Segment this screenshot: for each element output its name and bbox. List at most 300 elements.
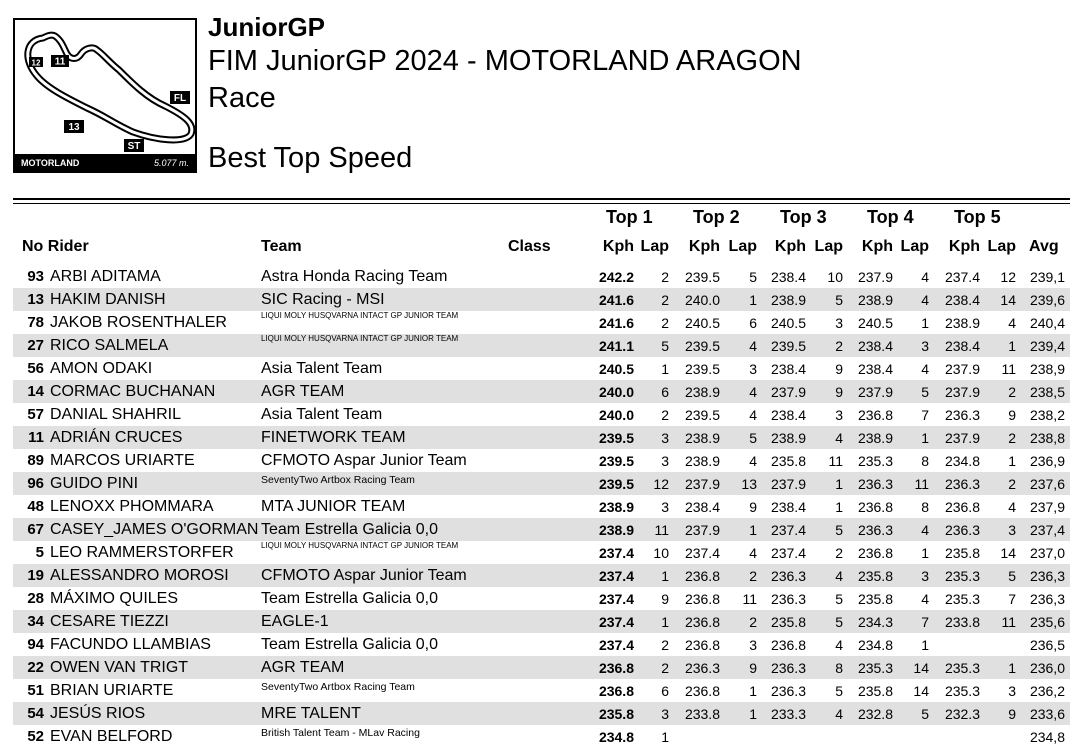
group-header-top1: Top 1 [606, 207, 653, 227]
marker-fl: FL [173, 93, 187, 104]
divider [13, 203, 1070, 204]
table-row [13, 403, 1070, 426]
top2-kph: 237.9 [684, 522, 720, 538]
rider-name: CASEY_JAMES O'GORMAN [50, 521, 259, 538]
table-row [13, 633, 1070, 656]
top2-kph: 237.9 [684, 476, 720, 492]
top5-kph: 238.4 [944, 338, 980, 354]
avg-speed: 238,2 [1029, 407, 1065, 423]
top5-kph: 237.9 [944, 430, 980, 446]
rider-name: ARBI ADITAMA [50, 268, 161, 285]
circuit-name: MOTORLAND [21, 157, 80, 168]
rider-name: ADRIÁN CRUCES [50, 429, 183, 446]
team-name: MRE TALENT [261, 705, 361, 722]
team-name: Asia Talent Team [261, 406, 383, 423]
avg-speed: 236,0 [1029, 660, 1065, 676]
top3-kph: 236.3 [770, 683, 806, 699]
table-row [13, 311, 1070, 334]
top1-lap: 1 [661, 361, 669, 377]
top3-kph: 240.5 [770, 315, 806, 331]
rider-name: DANIAL SHAHRIL [50, 406, 181, 423]
top2-lap: 2 [749, 614, 757, 630]
avg-speed: 237,0 [1029, 545, 1065, 561]
rider-number: 52 [27, 728, 44, 745]
top4-kph: 237.9 [857, 269, 893, 285]
team-name: CFMOTO Aspar Junior Team [261, 567, 467, 584]
avg-speed: 239,4 [1029, 338, 1065, 354]
header-lap: Lap [640, 238, 669, 255]
top3-lap: 2 [835, 338, 843, 354]
team-name: Team Estrella Galicia 0,0 [261, 590, 438, 607]
top4-kph: 235.8 [857, 683, 893, 699]
top4-kph: 236.3 [857, 522, 893, 538]
rider-name: JAKOB ROSENTHALER [50, 314, 227, 331]
top4-lap: 3 [921, 338, 929, 354]
top5-lap: 12 [1000, 269, 1016, 285]
top4-lap: 4 [921, 591, 929, 607]
team-name: SIC Racing - MSI [261, 291, 385, 308]
top2-kph: 236.8 [684, 637, 720, 653]
top3-kph: 236.3 [770, 568, 806, 584]
top3-kph: 238.4 [770, 499, 806, 515]
top4-lap: 7 [921, 407, 929, 423]
top1-kph: 238.9 [598, 499, 634, 515]
rider-number: 13 [27, 291, 44, 308]
top1-lap: 1 [661, 614, 669, 630]
rider-name: JESÚS RIOS [50, 705, 146, 722]
rider-number: 56 [27, 360, 44, 377]
table-row [13, 449, 1070, 472]
group-header-top3: Top 3 [780, 207, 827, 227]
top1-kph: 237.4 [598, 545, 634, 561]
series-title: JuniorGP [208, 12, 326, 42]
top5-kph: 235.3 [944, 591, 980, 607]
top5-kph: 235.8 [944, 545, 980, 561]
rider-name: BRIAN URIARTE [50, 682, 174, 699]
top4-kph: 240.5 [857, 315, 893, 331]
rider-name: MARCOS URIARTE [50, 452, 195, 469]
top3-kph: 238.9 [770, 430, 806, 446]
top4-lap: 4 [921, 361, 929, 377]
top5-lap: 4 [1008, 499, 1016, 515]
top3-lap: 5 [835, 292, 843, 308]
top3-lap: 1 [835, 499, 843, 515]
top5-kph: 232.3 [944, 706, 980, 722]
top2-lap: 2 [749, 568, 757, 584]
table-row [13, 725, 1070, 748]
rider-number: 5 [35, 544, 44, 561]
top1-kph: 241.6 [598, 315, 634, 331]
top4-kph: 238.4 [857, 361, 893, 377]
report-title: Best Top Speed [208, 142, 413, 174]
top2-lap: 1 [749, 706, 757, 722]
team-name: Team Estrella Galicia 0,0 [261, 636, 438, 653]
top3-lap: 1 [835, 476, 843, 492]
group-header-top4: Top 4 [867, 207, 914, 227]
table-row [13, 334, 1070, 357]
header-lap: Lap [728, 238, 757, 255]
top3-kph: 238.4 [770, 269, 806, 285]
rider-number: 51 [27, 682, 44, 699]
top3-lap: 9 [835, 361, 843, 377]
top5-kph: 236.3 [944, 522, 980, 538]
avg-speed: 237,4 [1029, 522, 1065, 538]
top4-lap: 7 [921, 614, 929, 630]
top3-lap: 2 [835, 545, 843, 561]
top3-lap: 4 [835, 568, 843, 584]
top3-lap: 10 [827, 269, 843, 285]
top4-lap: 1 [921, 637, 929, 653]
top3-kph: 236.8 [770, 637, 806, 653]
top2-kph: 236.8 [684, 568, 720, 584]
top1-kph: 239.5 [598, 476, 634, 492]
team-name: LIQUI MOLY HUSQVARNA INTACT GP JUNIOR TEAM [261, 311, 459, 320]
team-name: CFMOTO Aspar Junior Team [261, 452, 467, 469]
top1-kph: 242.2 [598, 269, 634, 285]
avg-speed: 239,6 [1029, 292, 1065, 308]
top4-kph: 234.8 [857, 637, 893, 653]
table-row [13, 587, 1070, 610]
table-row [13, 472, 1070, 495]
top1-kph: 239.5 [598, 430, 634, 446]
top1-lap: 2 [661, 269, 669, 285]
avg-speed: 236,2 [1029, 683, 1065, 699]
top5-lap: 3 [1008, 683, 1016, 699]
top3-lap: 5 [835, 522, 843, 538]
divider [13, 198, 1070, 200]
rider-name: FACUNDO LLAMBIAS [50, 636, 211, 653]
top3-lap: 5 [835, 614, 843, 630]
top2-lap: 4 [749, 384, 757, 400]
top1-kph: 241.1 [598, 338, 634, 354]
top5-lap: 7 [1008, 591, 1016, 607]
rider-name: HAKIM DANISH [50, 291, 166, 308]
header-avg: Avg [1029, 238, 1059, 255]
team-name: Astra Honda Racing Team [261, 268, 448, 285]
top2-kph: 239.5 [684, 338, 720, 354]
top4-lap: 4 [921, 269, 929, 285]
header-no-rider: No Rider [22, 238, 89, 255]
top1-lap: 11 [654, 522, 669, 538]
circuit-length: 5.077 m. [153, 157, 189, 168]
top2-lap: 6 [749, 315, 757, 331]
top1-kph: 238.9 [598, 522, 634, 538]
top1-kph: 241.6 [598, 292, 634, 308]
top3-lap: 3 [835, 407, 843, 423]
top2-lap: 1 [749, 292, 757, 308]
top5-kph: 237.9 [944, 361, 980, 377]
top1-kph: 236.8 [598, 683, 634, 699]
rider-number: 57 [27, 406, 44, 423]
session-title: Race [208, 82, 276, 114]
top1-lap: 3 [661, 499, 669, 515]
top5-kph: 238.4 [944, 292, 980, 308]
avg-speed: 236,3 [1029, 591, 1065, 607]
top2-kph: 237.4 [684, 545, 720, 561]
top2-lap: 4 [749, 545, 757, 561]
top4-kph: 235.8 [857, 591, 893, 607]
top5-lap: 11 [1001, 361, 1016, 377]
top1-lap: 3 [661, 453, 669, 469]
top4-lap: 14 [913, 660, 929, 676]
top4-kph: 238.4 [857, 338, 893, 354]
header-kph: Kph [602, 238, 634, 255]
rider-number: 78 [27, 314, 44, 331]
rider-name: LENOXX PHOMMARA [50, 498, 214, 515]
avg-speed: 237,6 [1029, 476, 1065, 492]
top1-kph: 240.0 [598, 407, 634, 423]
top2-lap: 5 [749, 430, 757, 446]
event-title: FIM JuniorGP 2024 - MOTORLAND ARAGON [208, 45, 802, 77]
header-kph: Kph [774, 238, 806, 255]
top1-lap: 1 [661, 729, 669, 745]
team-name: LIQUI MOLY HUSQVARNA INTACT GP JUNIOR TEAM [261, 541, 459, 550]
rider-name: EVAN BELFORD [50, 728, 173, 745]
top2-kph: 238.9 [684, 384, 720, 400]
top5-lap: 4 [1008, 315, 1016, 331]
top1-kph: 237.4 [598, 614, 634, 630]
top3-lap: 8 [835, 660, 843, 676]
team-name: FINETWORK TEAM [261, 429, 406, 446]
avg-speed: 239,1 [1029, 269, 1065, 285]
top4-lap: 11 [914, 476, 929, 492]
header-kph: Kph [948, 238, 980, 255]
top1-lap: 2 [661, 315, 669, 331]
top2-lap: 4 [749, 407, 757, 423]
team-name: EAGLE-1 [261, 613, 329, 630]
top4-lap: 8 [921, 453, 929, 469]
rider-number: 89 [27, 452, 44, 469]
rider-number: 54 [27, 705, 44, 722]
top5-kph: 237.9 [944, 384, 980, 400]
header-lap: Lap [987, 238, 1016, 255]
rider-number: 96 [27, 475, 44, 492]
top4-lap: 8 [921, 499, 929, 515]
rider-number: 14 [27, 383, 44, 400]
top5-lap: 9 [1008, 407, 1016, 423]
circuit-footer [15, 154, 195, 171]
top2-lap: 3 [749, 361, 757, 377]
avg-speed: 236,5 [1029, 637, 1065, 653]
rider-number: 27 [27, 337, 44, 354]
top5-lap: 5 [1008, 568, 1016, 584]
rider-number: 48 [27, 498, 44, 515]
top1-lap: 2 [661, 660, 669, 676]
top5-lap: 14 [1000, 292, 1016, 308]
top3-kph: 238.4 [770, 361, 806, 377]
table-row [13, 610, 1070, 633]
top4-kph: 236.8 [857, 499, 893, 515]
top1-lap: 9 [661, 591, 669, 607]
avg-speed: 238,8 [1029, 430, 1065, 446]
top5-kph: 235.3 [944, 568, 980, 584]
avg-speed: 235,6 [1029, 614, 1065, 630]
top5-kph: 234.8 [944, 453, 980, 469]
top1-lap: 5 [661, 338, 669, 354]
top4-kph: 238.9 [857, 430, 893, 446]
top2-lap: 5 [749, 269, 757, 285]
top4-kph: 232.8 [857, 706, 893, 722]
top4-lap: 1 [921, 315, 929, 331]
table-row [13, 656, 1070, 679]
top1-kph: 240.5 [598, 361, 634, 377]
team-name: AGR TEAM [261, 659, 345, 676]
header-lap: Lap [900, 238, 929, 255]
top3-lap: 4 [835, 706, 843, 722]
team-name: MTA JUNIOR TEAM [261, 498, 406, 515]
top5-lap: 2 [1008, 476, 1016, 492]
top5-lap: 11 [1001, 614, 1016, 630]
top3-lap: 9 [835, 384, 843, 400]
top1-lap: 2 [661, 637, 669, 653]
table-row [13, 265, 1070, 288]
top1-lap: 6 [661, 683, 669, 699]
top2-lap: 1 [749, 522, 757, 538]
top1-kph: 237.4 [598, 568, 634, 584]
table-row [13, 564, 1070, 587]
top3-kph: 237.4 [770, 545, 806, 561]
top5-lap: 2 [1008, 384, 1016, 400]
rider-name: OWEN VAN TRIGT [50, 659, 189, 676]
circuit-map [13, 18, 197, 173]
top4-kph: 235.8 [857, 568, 893, 584]
avg-speed: 240,4 [1029, 315, 1065, 331]
top5-kph: 235.3 [944, 683, 980, 699]
top5-lap: 1 [1008, 660, 1016, 676]
table-row [13, 702, 1070, 725]
track-outline-icon [15, 20, 195, 154]
top1-lap: 1 [661, 568, 669, 584]
top2-lap: 9 [749, 660, 757, 676]
top4-lap: 1 [921, 545, 929, 561]
top5-lap: 2 [1008, 430, 1016, 446]
rider-name: CORMAC BUCHANAN [50, 383, 216, 400]
top1-lap: 12 [653, 476, 669, 492]
top3-kph: 236.3 [770, 591, 806, 607]
top5-lap: 3 [1008, 522, 1016, 538]
marker-12: 12 [31, 58, 41, 68]
top4-lap: 5 [921, 706, 929, 722]
top3-kph: 238.4 [770, 407, 806, 423]
team-name: AGR TEAM [261, 383, 345, 400]
top2-lap: 3 [749, 637, 757, 653]
rider-name: RICO SALMELA [50, 337, 169, 354]
top1-kph: 239.5 [598, 453, 634, 469]
top1-kph: 240.0 [598, 384, 634, 400]
top2-kph: 238.4 [684, 499, 720, 515]
rider-number: 22 [27, 659, 44, 676]
top5-kph: 238.9 [944, 315, 980, 331]
table-row [13, 679, 1070, 702]
top2-kph: 240.5 [684, 315, 720, 331]
top2-kph: 236.8 [684, 683, 720, 699]
rider-number: 94 [27, 636, 44, 653]
top3-kph: 235.8 [770, 614, 806, 630]
top3-kph: 233.3 [770, 706, 806, 722]
top1-kph: 237.4 [598, 637, 634, 653]
table-row [13, 495, 1070, 518]
rider-name: GUIDO PINI [50, 475, 139, 492]
top2-kph: 236.8 [684, 591, 720, 607]
top1-lap: 3 [661, 430, 669, 446]
rider-number: 28 [27, 590, 44, 607]
top2-lap: 4 [749, 338, 757, 354]
rider-number: 34 [27, 613, 44, 630]
top3-lap: 11 [828, 453, 843, 469]
header-kph: Kph [688, 238, 720, 255]
avg-speed: 236,3 [1029, 568, 1065, 584]
top4-kph: 236.8 [857, 545, 893, 561]
top2-lap: 1 [749, 683, 757, 699]
top4-lap: 4 [921, 522, 929, 538]
avg-speed: 236,9 [1029, 453, 1065, 469]
table-row [13, 380, 1070, 403]
top2-kph: 236.8 [684, 614, 720, 630]
marker-st: ST [127, 141, 141, 152]
top5-lap: 9 [1008, 706, 1016, 722]
rider-name: MÁXIMO QUILES [50, 590, 179, 607]
top1-lap: 10 [653, 545, 669, 561]
team-name: SeventyTwo Artbox Racing Team [261, 681, 415, 693]
marker-11: 11 [54, 56, 66, 68]
top2-lap: 13 [741, 476, 757, 492]
top3-lap: 3 [835, 315, 843, 331]
top2-kph: 233.8 [684, 706, 720, 722]
table-row [13, 518, 1070, 541]
top4-lap: 3 [921, 568, 929, 584]
top3-kph: 239.5 [770, 338, 806, 354]
top3-kph: 236.3 [770, 660, 806, 676]
top4-kph: 234.3 [857, 614, 893, 630]
header-class: Class [508, 238, 551, 255]
top1-kph: 235.8 [598, 706, 634, 722]
avg-speed: 237,9 [1029, 499, 1065, 515]
top4-lap: 4 [921, 292, 929, 308]
team-name: SeventyTwo Artbox Racing Team [261, 474, 415, 486]
rider-number: 67 [27, 521, 44, 538]
top5-lap: 1 [1008, 453, 1016, 469]
top2-kph: 238.9 [684, 453, 720, 469]
table-row [13, 541, 1070, 564]
top3-lap: 5 [835, 683, 843, 699]
top1-lap: 2 [661, 292, 669, 308]
rider-number: 19 [27, 567, 44, 584]
avg-speed: 234,8 [1029, 729, 1065, 745]
team-name: LIQUI MOLY HUSQVARNA INTACT GP JUNIOR TEAM [261, 334, 459, 343]
top5-kph: 236.3 [944, 407, 980, 423]
top2-lap: 9 [749, 499, 757, 515]
top5-kph: 235.3 [944, 660, 980, 676]
table-row [13, 357, 1070, 380]
top4-kph: 236.3 [857, 476, 893, 492]
top1-lap: 3 [661, 706, 669, 722]
top2-kph: 240.0 [684, 292, 720, 308]
top2-lap: 11 [742, 591, 757, 607]
top3-kph: 238.9 [770, 292, 806, 308]
top3-kph: 237.9 [770, 384, 806, 400]
results-table [13, 265, 1070, 748]
top2-kph: 239.5 [684, 361, 720, 377]
group-header-top5: Top 5 [954, 207, 1001, 227]
top4-kph: 238.9 [857, 292, 893, 308]
top5-kph: 237.4 [944, 269, 980, 285]
avg-speed: 233,6 [1029, 706, 1065, 722]
marker-13: 13 [68, 122, 80, 133]
top1-lap: 2 [661, 407, 669, 423]
group-header-top2: Top 2 [693, 207, 740, 227]
top2-kph: 239.5 [684, 269, 720, 285]
top5-kph: 233.8 [944, 614, 980, 630]
